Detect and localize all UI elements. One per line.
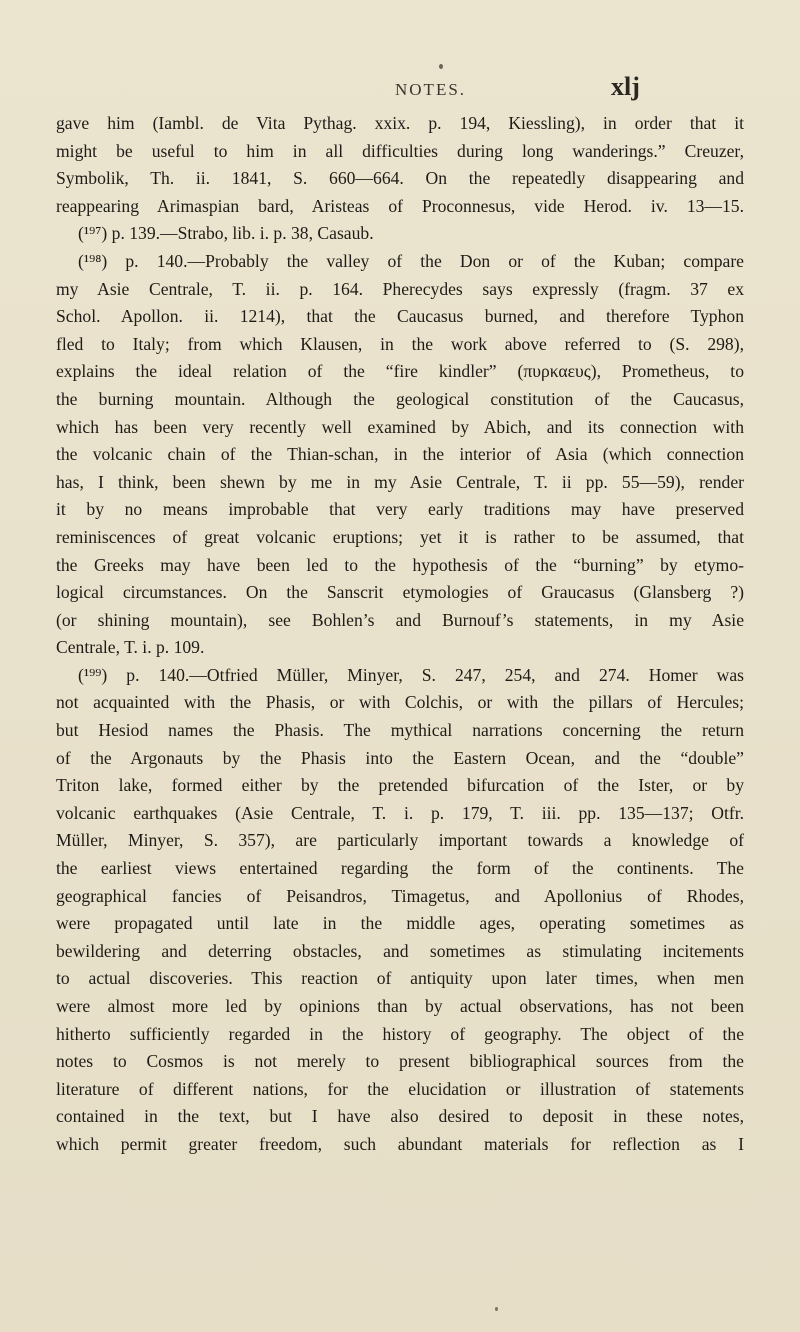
text-line: might be useful to him in all difficulties during long wanderings.” Creuzer, — [56, 140, 744, 161]
page-number: xlj — [611, 72, 640, 101]
text-line: logical circumstances. On the Sanscrit etymologies of Graucasus (Glansberg ?) — [56, 582, 744, 603]
ink-speck — [439, 64, 443, 69]
text-line: notes to Cosmos is not merely to present bibliographical sources from the — [56, 1051, 744, 1072]
ink-speck — [495, 1307, 498, 1311]
note-198: (¹⁹⁸) p. 140.—Probably the valley of the Don or of the Kuban; compare — [78, 250, 744, 271]
text-line: the burning mountain. Although the geological constitution of the Caucasus, — [56, 388, 744, 409]
text-line: explains the ideal relation of the “fire kindler” (πυρκαευς), Prometheus, to — [56, 361, 744, 382]
text-line: (or shining mountain), see Bohlen’s and Burnouf’s statements, in my Asie — [56, 609, 744, 630]
text-line: which permit greater freedom, such abundant materials for reflection as I — [56, 1133, 744, 1154]
text-line: reminiscences of great volcanic eruptions; yet it is rather to be assumed, that — [56, 526, 744, 547]
notes-body — [56, 110, 744, 1159]
text-line: to actual discoveries. This reaction of antiquity upon later times, when men — [56, 968, 744, 989]
text-line: geographical fancies of Peisandros, Timagetus, and Apollonius of Rhodes, — [56, 885, 744, 906]
text-line: literature of different nations, for the elucidation or illustration of statements — [56, 1078, 744, 1099]
text-line: the Greeks may have been led to the hypothesis of the “burning” by etymo- — [56, 554, 744, 575]
text-line: Müller, Minyer, S. 357), are particularly important towards a knowledge of — [56, 830, 744, 851]
text-line: were almost more led by opinions than by actual observations, has not been — [56, 996, 744, 1016]
text-line: volcanic earthquakes (Asie Centrale, T. i. p. 179, T. iii. pp. 135—137; Otfr. — [56, 802, 744, 823]
text-line: Centrale, T. i. p. 109. — [56, 637, 205, 658]
text-line: were propagated until late in the middle ages, operating sometimes as — [56, 913, 744, 934]
text-line: of the Argonauts by the Phasis into the Eastern Ocean, and the “double” — [56, 747, 744, 768]
text-line: reappearing Arimaspian bard, Aristeas of Proconnesus, vide Herod. iv. 13—15. — [56, 195, 744, 216]
text-line: Triton lake, formed either by the pretended bifurcation of the Ister, or by — [56, 775, 744, 796]
note-199: (¹⁹⁹) p. 140.—Otfried Müller, Minyer, S. 247, 254, and 274. Homer was — [78, 664, 744, 685]
text-line: gave him (Iambl. de Vita Pythag. xxix. p. 194, Kiessling), in order that it — [56, 113, 744, 133]
text-line: fled to Italy; from which Klausen, in the work above referred to (S. 298), — [56, 333, 744, 354]
running-head: NOTES. — [395, 80, 467, 99]
text-line: the volcanic chain of the Thian-schan, in the interior of Asia (which connection — [56, 444, 744, 465]
text-line: Symbolik, Th. ii. 1841, S. 660—664. On the repeatedly disappearing and — [56, 168, 744, 189]
text-line: the earliest views entertained regarding the form of the continents. The — [56, 858, 744, 879]
note-197: (¹⁹⁷) p. 139.—Strabo, lib. i. p. 38, Casaub. — [78, 223, 374, 244]
text-line: my Asie Centrale, T. ii. p. 164. Pherecydes says expressly (fragm. 37 ex — [56, 278, 744, 299]
text-line: it by no means improbable that very early traditions may have preserved — [56, 499, 744, 520]
text-line: hitherto sufficiently regarded in the history of geography. The object of the — [56, 1023, 744, 1044]
text-line: has, I think, been shewn by me in my Asie Centrale, T. ii pp. 55—59), render — [56, 471, 744, 492]
text-line: bewildering and deterring obstacles, and sometimes as stimulating incitements — [56, 940, 744, 961]
text-line: contained in the text, but I have also desired to deposit in these notes, — [56, 1106, 744, 1127]
text-line: not acquainted with the Phasis, or with Colchis, or with the pillars of Hercules; — [56, 692, 744, 713]
text-line: but Hesiod names the Phasis. The mythical narrations concerning the return — [56, 720, 744, 741]
text-line: Schol. Apollon. ii. 1214), that the Caucasus burned, and therefore Typhon — [56, 306, 744, 327]
text-line: which has been very recently well examined by Abich, and its connection with — [56, 416, 744, 437]
